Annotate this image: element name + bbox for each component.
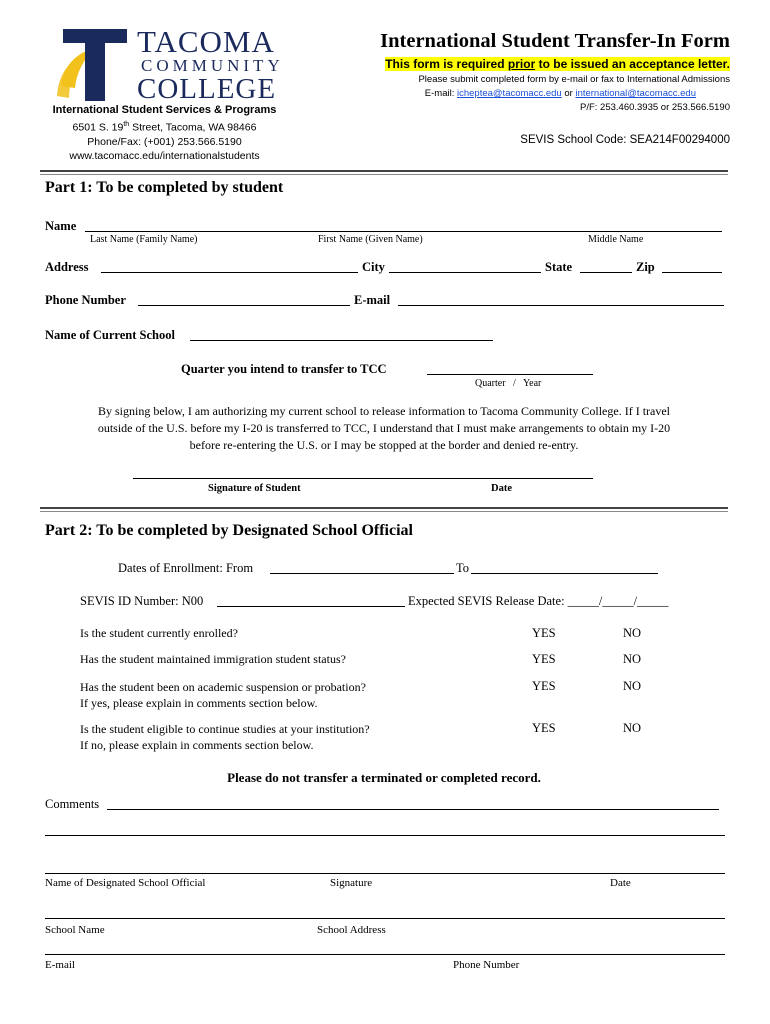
office-street: 6501 S. 19th Street, Tacoma, WA 98466 — [72, 121, 257, 134]
no-option[interactable]: NO — [623, 626, 642, 640]
logo-emblem-icon — [55, 26, 137, 104]
enrollment-to-label: To — [456, 561, 470, 575]
student-email-label: E-mail — [354, 293, 391, 307]
name-input[interactable] — [85, 231, 722, 232]
quarter-label: Quarter you intend to transfer to TCC — [181, 362, 387, 376]
quarter-caption: Quarter / Year — [475, 378, 542, 389]
student-signature-caption: Signature of Student — [208, 483, 301, 494]
phone-input[interactable] — [138, 305, 350, 306]
phone-label: Phone Number — [45, 293, 126, 307]
yes-option[interactable]: YES — [532, 721, 556, 735]
address-label: Address — [45, 260, 89, 274]
school-address-caption: School Address — [317, 924, 386, 936]
sevis-id-label: SEVIS ID Number: N00 — [80, 594, 204, 608]
office-website[interactable]: www.tacomacc.edu/internationalstudents — [69, 150, 260, 162]
official-email-input[interactable] — [45, 954, 725, 955]
logo-text-community: COMMUNITY — [141, 56, 284, 75]
header-divider — [40, 170, 728, 172]
part2-heading: Part 2: To be completed by Designated School Official — [45, 522, 413, 539]
official-name-caption: Name of Designated School Official — [45, 877, 206, 889]
sevis-release-date[interactable]: Expected SEVIS Release Date: _____/_____/_____ — [408, 594, 669, 608]
sevis-school-code: SEVIS School Code: SEA214F00294000 — [520, 134, 730, 146]
name-label: Name — [45, 219, 77, 233]
no-option[interactable]: NO — [623, 721, 642, 735]
school-name-caption: School Name — [45, 924, 105, 936]
official-signature-caption: Signature — [330, 877, 373, 889]
address-input[interactable] — [101, 272, 358, 273]
logo-text-college: COLLEGE — [137, 73, 277, 105]
school-name-input[interactable] — [45, 918, 725, 919]
last-name-caption: Last Name (Family Name) — [90, 234, 198, 245]
official-email-caption: E-mail — [45, 959, 75, 971]
office-phone-fax: Phone/Fax: (+001) 253.566.5190 — [87, 136, 242, 148]
comments-input-line-1[interactable] — [107, 809, 719, 810]
sevis-id-input[interactable] — [217, 606, 405, 607]
contact-pf: P/F: 253.460.3935 or 253.566.5190 — [579, 102, 730, 113]
official-name-input[interactable] — [45, 873, 725, 874]
student-signature-input[interactable] — [133, 478, 593, 479]
quarter-input[interactable] — [427, 374, 593, 375]
question-row-enrolled: Is the student currently enrolled? — [80, 626, 238, 640]
comments-input-line-2[interactable] — [45, 835, 725, 836]
state-input[interactable] — [580, 272, 632, 273]
yes-option[interactable]: YES — [532, 652, 556, 666]
middle-name-caption: Middle Name — [588, 234, 644, 245]
comments-label: Comments — [45, 797, 100, 811]
city-input[interactable] — [389, 272, 541, 273]
office-name: International Student Services & Programs — [52, 104, 277, 116]
part2-divider — [40, 507, 728, 509]
contact-emails: E-mail: icheptea@tacomacc.edu or international@tacomacc.edu — [424, 88, 696, 99]
required-notice: This form is required prior to be issued an acceptance letter. — [385, 57, 730, 71]
official-date-caption: Date — [610, 877, 631, 889]
enrollment-from-input[interactable] — [270, 573, 454, 574]
transfer-warning: Please do not transfer a terminated or completed record. — [227, 770, 541, 785]
city-label: City — [362, 260, 385, 274]
enrollment-from-label: Dates of Enrollment: From — [118, 561, 254, 575]
form-title: International Student Transfer-In Form — [380, 30, 730, 52]
submit-note: Please submit completed form by e-mail or fax to International Admissions — [418, 74, 730, 85]
first-name-caption: First Name (Given Name) — [318, 234, 423, 245]
student-email-input[interactable] — [398, 305, 724, 306]
question-row-status: Has the student maintained immigration student status? — [80, 652, 346, 666]
question-row-eligible: Is the student eligible to continue studies at your institution? If no, please explain in comments section below. — [80, 722, 370, 752]
logo-text-tacoma: TACOMA — [137, 24, 275, 59]
state-label: State — [545, 260, 573, 274]
part2-divider-thin — [40, 511, 728, 512]
zip-input[interactable] — [662, 272, 722, 273]
student-date-caption: Date — [491, 483, 512, 494]
no-option[interactable]: NO — [623, 679, 642, 693]
email-link-icheptea[interactable]: icheptea@tacomacc.edu — [457, 88, 562, 99]
part1-heading: Part 1: To be completed by student — [45, 179, 284, 196]
yes-option[interactable]: YES — [532, 679, 556, 693]
email-link-international[interactable]: international@tacomacc.edu — [575, 88, 696, 99]
current-school-input[interactable] — [190, 340, 493, 341]
yes-option[interactable]: YES — [532, 626, 556, 640]
college-logo — [55, 26, 285, 104]
current-school-label: Name of Current School — [45, 328, 175, 342]
enrollment-to-input[interactable] — [471, 573, 658, 574]
question-row-suspension: Has the student been on academic suspension or probation? If yes, please explain in comments section below. — [80, 680, 366, 710]
zip-label: Zip — [636, 260, 655, 274]
consent-statement: By signing below, I am authorizing my current school to release information to Tacoma Community College. If I travel outside of the U.S. before my I-20 is transferred to TCC, I understand that I must make arrangements to obtain my I-20 before re-entering the U.S. or I may be stopped at the border and denied re-entry. — [97, 404, 671, 452]
no-option[interactable]: NO — [623, 652, 642, 666]
official-phone-caption: Phone Number — [453, 959, 520, 971]
header-divider-thin — [40, 174, 728, 175]
